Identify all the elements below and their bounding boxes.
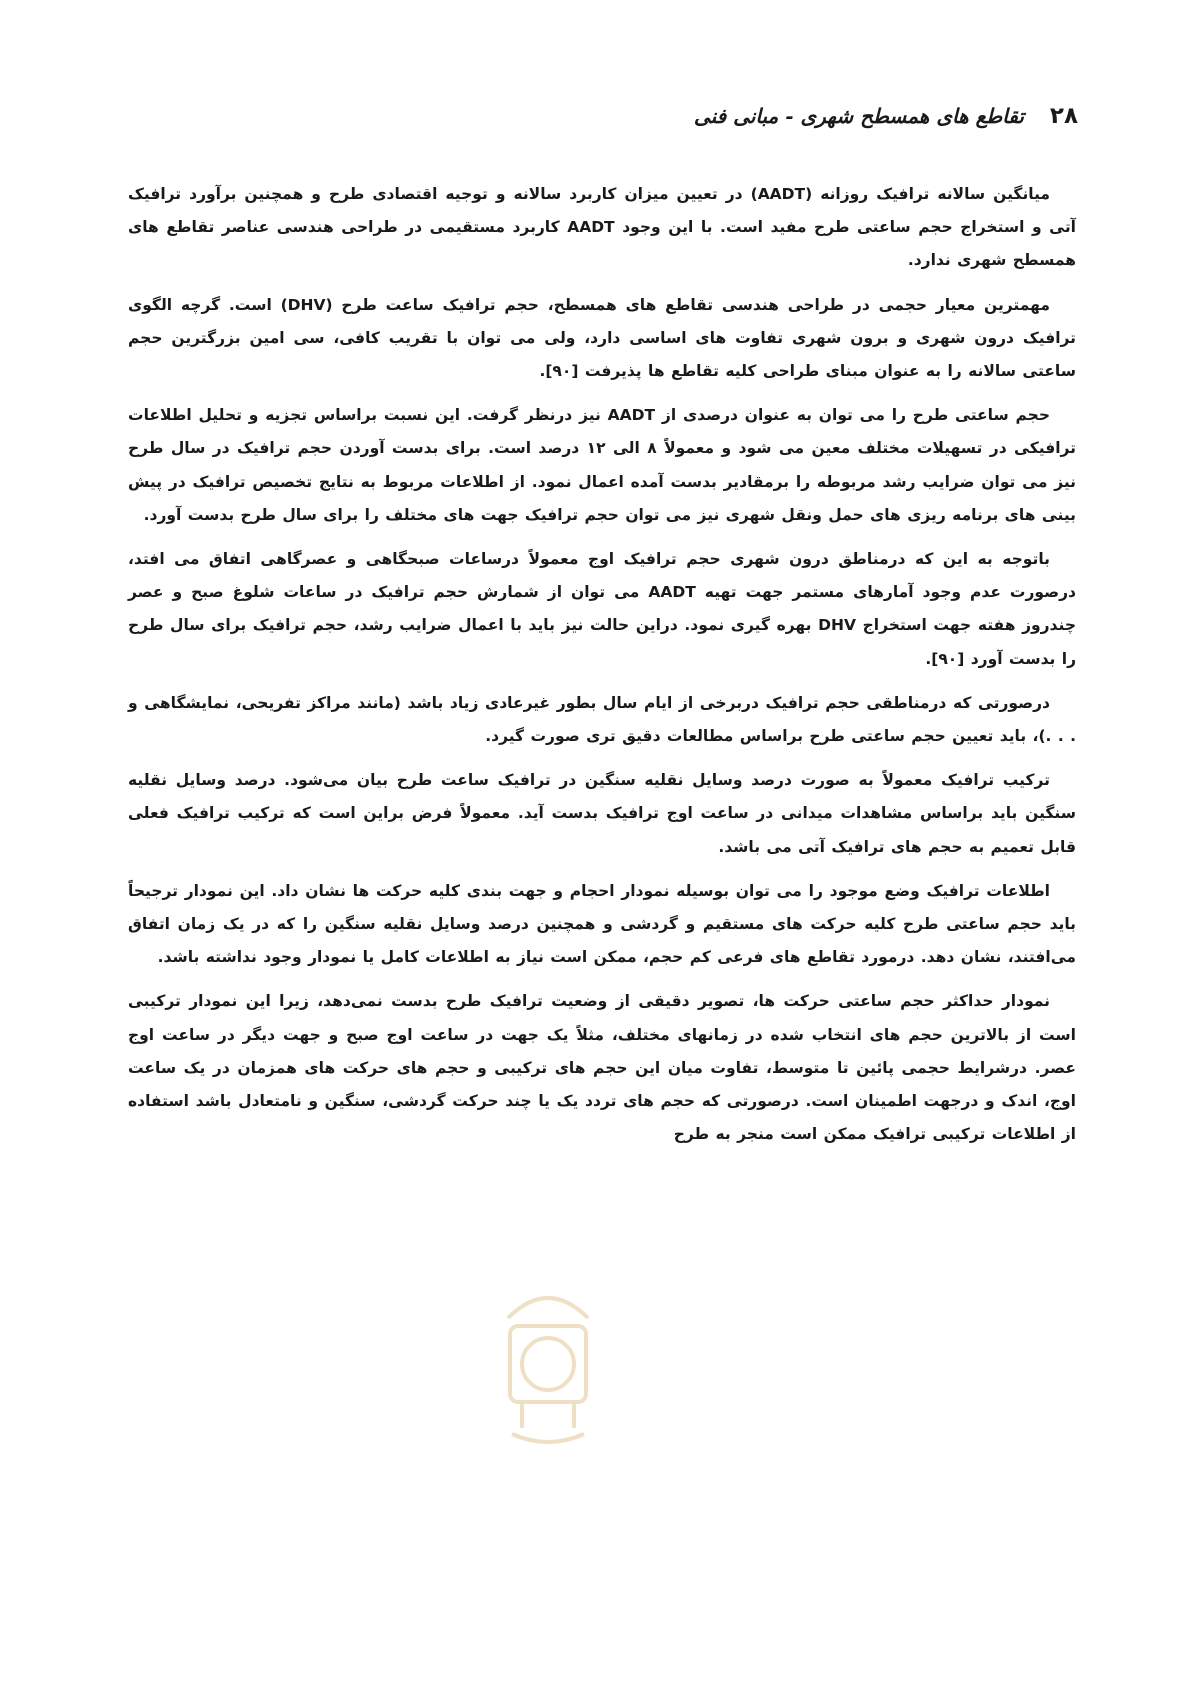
running-title: تقاطع های همسطح شهری - مبانی فنی (693, 104, 1024, 128)
paragraph-design-hour-percent: حجم ساعتی طرح را می توان به عنوان درصدی از AADT نیز درنظر گرفت. این نسبت براساس تجزیه و تحلیل اطلاعات ترافیکی در تسهیلات مختلف معین می شود و معمولاً ۸ الی ۱۲ درصد است. برای بدست آوردن حجم ترافیک در سال طرح نیز می توان ضرایب رشد مربوطه را برمقادیر بدست آمده اعمال نمود. از اطلاعات مربوط به نتایج تخصیص ترافیک در پیش بینی های برنامه ریزی های حمل ونقل شهری نیز می توان حجم ترافیک جهت های مختلف را برای سال طرح بدست آورد. (128, 406, 1076, 524)
page-number: ۲۸ (1049, 103, 1078, 129)
paragraph-peak-hours: باتوجه به این که درمناطق درون شهری حجم ترافیک اوج معمولاً درساعات صبحگاهی و عصرگاهی اتفاق می افتد، درصورت عدم وجود آمارهای مستمر جهت تهیه AADT می توان از شمارش حجم ترافیک در ساعات شلوغ صبح و عصر چندروز هفته جهت استخراج DHV بهره گیری نمود. دراین حالت نیز باید با اعمال ضرایب رشد، حجم ترافیک برای سال طرح را بدست آورد [۹۰]. (128, 550, 1077, 668)
watermark-seal-icon (488, 1278, 608, 1448)
page-header (160, 96, 1078, 136)
paragraph-irregular-volume: درصورتی که درمناطقی حجم ترافیک دربرخی از ایام سال بطور غیرعادی زیاد باشد (مانند مراکز تفریحی، نمایشگاهی و . . .)، باید تعیین حجم ساعتی طرح براساس مطالعات دقیق تری صورت گیرد. (128, 693, 1076, 746)
paragraph-dhv: مهمترین معیار حجمی در طراحی هندسی تقاطع های همسطح، حجم ترافیک ساعت طرح (DHV) است. گرچه الگوی ترافیک درون شهری و برون شهری تفاوت های اساسی دارد، ولی می توان با تقریب کافی، سی امین بزرگترین حجم ساعتی سالانه را به عنوان مبنای طراحی کلیه تقاطع ها پذیرفت [۹۰]. (128, 295, 1076, 381)
paragraph-max-hourly-volume: نمودار حداکثر حجم ساعتی حرکت ها، تصویر دقیقی از وضعیت ترافیک طرح بدست نمی‌دهد، زیرا این نمودار ترکیبی است از بالاترین حجم های انتخاب شده در زمانهای مختلف، مثلاً یک جهت در ساعت اوج صبح و جهت دیگر در ساعت اوج عصر. درشرایط حجمی پائین تا متوسط، تفاوت میان این حجم های ترکیبی و حجم های حرکت های همزمان در یک ساعت اوج، اندک و درجهت اطمینان است. درصورتی که حجم های تردد یک یا چند حرکت گردشی، سنگین و نامتعادل باشد استفاده از اطلاعات ترکیبی ترافیک ممکن است منجر به طرح (128, 992, 1076, 1144)
paragraph-aadt: میانگین سالانه ترافیک روزانه (AADT) در تعیین میزان کاربرد سالانه و توجیه اقتصادی طرح و همچنین برآورد ترافیک آتی و استخراج حجم ساعتی طرح مفید است. با این وجود AADT کاربرد مستقیمی در طراحی هندسی عناصر تقاطع های همسطح شهری ندارد. (128, 185, 1076, 270)
body-text (128, 178, 1076, 1162)
paragraph-traffic-composition: ترکیب ترافیک معمولاً به صورت درصد وسایل نقلیه سنگین در ترافیک ساعت طرح بیان می‌شود. درصد وسایل نقلیه سنگین باید براساس مشاهدات میدانی در ساعت اوج ترافیک بدست آید. معمولاً فرض براین است که ترکیب ترافیک فعلی قابل تعمیم به حجم های ترافیک آتی می باشد. (128, 771, 1076, 856)
paragraph-volume-diagram: اطلاعات ترافیک وضع موجود را می توان بوسیله نمودار احجام و جهت بندی کلیه حرکت ها نشان داد. این نمودار ترجیحاً باید حجم ساعتی طرح کلیه حرکت های مستقیم و گردشی و همچنین درصد وسایل نقلیه سنگین را که در یک زمان اتفاق می‌افتند، نشان دهد. درمورد تقاطع های فرعی کم حجم، ممکن است نیاز به اطلاعات کامل یا نمودار وجود نداشته باشد. (128, 881, 1076, 967)
